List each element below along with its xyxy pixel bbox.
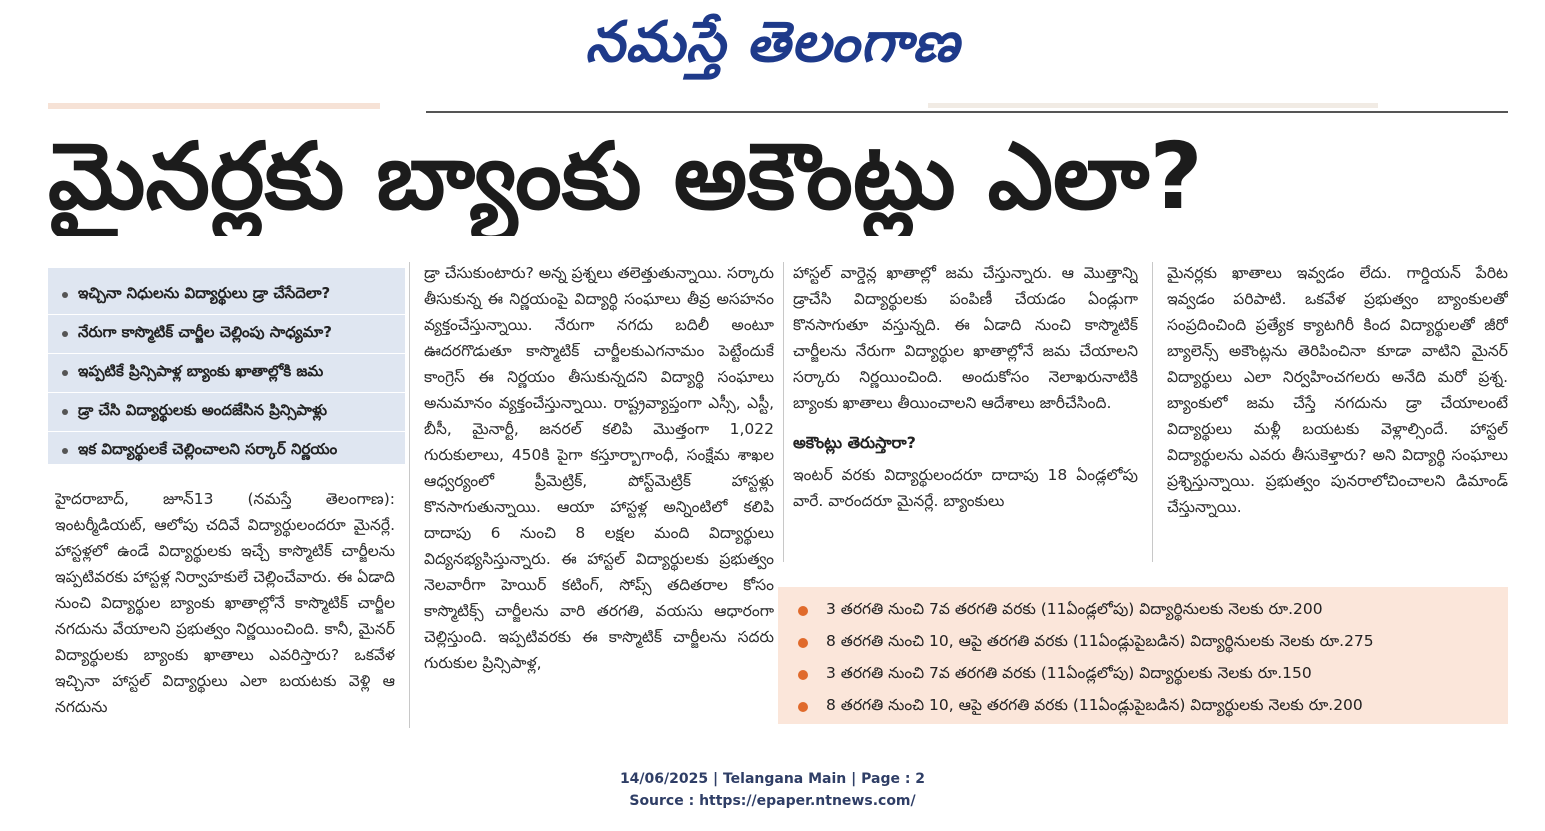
- stipend-item: [778, 691, 1508, 723]
- footer-source: Source : https://epaper.ntnews.com/: [629, 793, 916, 809]
- highlights-box: [48, 268, 405, 464]
- column-divider: [1152, 262, 1153, 562]
- article-subheading: అకౌంట్లు తెరుస్తారా?: [793, 433, 916, 452]
- highlight-item: [48, 432, 405, 470]
- article-column-2: [424, 260, 774, 730]
- stipend-text: 8 తరగతి నుంచి 10, ఆపై తరగతి వరకు (11ఏండ్లుపైబడిన) విద్యార్థులకు నెలకు రూ.200: [826, 696, 1363, 714]
- stipend-text: 8 తరగతి నుంచి 10, ఆపై తరగతి వరకు (11ఏండ్లుపైబడిన) విద్యార్థినులకు నెలకు రూ.275: [826, 632, 1374, 650]
- stipend-item: [778, 659, 1508, 691]
- highlight-text: ఇచ్చినా నిధులను విద్యార్థులు డ్రా చేసేదెలా?: [78, 284, 331, 302]
- stipend-text: 3 తరగతి నుంచి 7వ తరగతి వరకు (11ఏండ్లలోపు) విద్యార్థులకు నెలకు రూ.150: [826, 664, 1312, 682]
- highlight-item: [48, 276, 405, 315]
- column-divider: [783, 262, 784, 562]
- stipend-text: 3 తరగతి నుంచి 7వ తరగతి వరకు (11ఏండ్లలోపు) విద్యార్థినులకు నెలకు రూ.200: [826, 600, 1323, 618]
- bullet-icon: [62, 370, 68, 376]
- highlight-text: నేరుగా కాస్మొటిక్ చార్జీల చెల్లింపు సాధ్యమా?: [78, 323, 332, 341]
- article-paragraph: మైనర్లకు ఖాతాలు ఇవ్వడం లేదు. గార్డియన్ పేరిట ఇవ్వడం పరిపాటి. ఒకవేళ ప్రభుత్వం బ్యాంకులతో సంప్రదించింది ప్రత్యేక క్యాటగిరీ కింద విద్యార్థులతో జీరో బ్యాలెన్స్ అకౌంట్లను తెరిపించినా కూడా వాటిని మైనర్ విద్యార్థులు ఎలా నిర్వహించగలరు అనేది మరో ప్రశ్న. బ్యాంకులో జమ చేస్తే నగదును డ్రా చేయాలంటే విద్యార్థులు మళ్లీ బయటకు వెళ్లాల్సిందే. హాస్టల్ విద్యార్థులను ఎవరు తీసుకెళ్తారు? అని విద్యార్థి సంఘాలు ప్రశ్నిస్తున్నాయి. ప్రభుత్వం పునరాలోచించాలని డిమాండ్ చేస్తున్నాయి.: [1167, 264, 1508, 516]
- header-divider: [426, 111, 1508, 113]
- bullet-icon: [798, 606, 808, 616]
- bullet-icon: [798, 638, 808, 648]
- stipend-list: [778, 587, 1508, 723]
- stipend-item: [778, 627, 1508, 659]
- bullet-icon: [62, 331, 68, 337]
- article-paragraph: ఇంటర్ వరకు విద్యార్థులందరూ దాదాపు 18 ఏండ్లలోపు వారే. వారందరూ మైనర్లే. బ్యాంకులు: [793, 466, 1138, 510]
- masthead-logo: నమస్తే తెలంగాణ: [585, 10, 960, 75]
- article-column-1: [55, 486, 395, 726]
- bullet-icon: [62, 409, 68, 415]
- highlight-item: [48, 315, 405, 354]
- bullet-icon: [62, 448, 68, 454]
- decorative-rule-right: [928, 103, 1378, 108]
- bullet-icon: [798, 670, 808, 680]
- footer-date-edition: 14/06/2025 | Telangana Main | Page : 2: [619, 771, 926, 787]
- highlight-item: [48, 393, 405, 432]
- bullet-icon: [62, 292, 68, 298]
- article-paragraph: డ్రా చేసుకుంటారు? అన్న ప్రశ్నలు తలెత్తుతున్నాయి. సర్కారు తీసుకున్న ఈ నిర్ణయంపై విద్యార్థి సంఘాలు తీవ్ర అసహనం వ్యక్తంచేస్తున్నాయి. నేరుగా నగదు బదిలీ అంటూ ఊదరగొడుతూ కాస్మొటిక్ చార్జీలకుఎగనామం పెట్టేందుకే కాంగ్రెస్ ఈ నిర్ణయం తీసుకున్నదని విద్యార్థి సంఘాలు అనుమానం వ్యక్తంచేస్తున్నాయి. రాష్ట్రవ్యాప్తంగా ఎస్సీ, ఎస్టీ, బీసీ, మైనార్టీ, జనరల్ కలిపి మొత్తంగా 1,022 గురుకులాలు, 450కి పైగా కస్తూర్బాగాంధీ, సంక్షేమ శాఖల ఆధ్వర్యంలో ప్రీమెట్రిక్, పోస్ట్‌మెట్రిక్ హాస్టళ్లు కొనసాగుతున్నాయి. ఆయా హాస్టళ్ల అన్నింటిలో కలిపి దాదాపు 6 నుంచి 8 లక్షల మంది విద్యార్థులు విద్యనభ్యసిస్తున్నారు. ఈ హాస్టల్ విద్యార్థులకు ప్రభుత్వం నెలవారీగా హెయిర్ కటింగ్, సోప్స్ తదితరాల కోసం కాస్మొటిక్స్ చార్జీలను వారి తరగతి, వయసు ఆధారంగా చెల్లిస్తుంది. ఇప్పటివరకు ఈ కాస్మొటిక్ చార్జీలను సదరు గురుకుల ప్రిన్సిపాళ్ల,: [424, 264, 774, 672]
- article-column-3: [793, 260, 1138, 560]
- bullet-icon: [798, 702, 808, 712]
- article-column-4: [1167, 260, 1508, 560]
- highlight-text: ఇక విద్యార్థులకే చెల్లించాలని సర్కార్ నిర్ణయం: [78, 440, 338, 458]
- highlight-item: [48, 354, 405, 393]
- highlight-text: ఇప్పటికే ప్రిన్సిపాళ్ల బ్యాంకు ఖాతాల్లోకి జమ: [78, 362, 324, 380]
- highlights-list: [48, 268, 405, 470]
- page-footer: [0, 768, 1545, 812]
- stipend-item: [778, 595, 1508, 627]
- article-paragraph: హాస్టల్ వార్డెన్ల ఖాతాల్లో జమ చేస్తున్నారు. ఆ మొత్తాన్ని డ్రాచేసి విద్యార్థులకు పంపిణీ చేయడం ఏండ్లుగా కొనసాగుతూ వస్తున్నది. ఈ ఏడాది నుంచి కాస్మొటిక్ చార్జీలను నేరుగా విద్యార్థుల ఖాతాల్లోనే జమ చేయాలని సర్కారు నిర్ణయించింది. అందుకోసం నెలాఖరునాటికి బ్యాంకు ఖాతాలు తీయించాలని ఆదేశాలు జారీచేసింది.: [793, 264, 1138, 412]
- article-headline: మైనర్లకు బ్యాంకు అకౌంట్లు ఎలా?: [48, 123, 1203, 230]
- stipend-box: [778, 587, 1508, 724]
- highlight-text: డ్రా చేసి విద్యార్థులకు అందజేసిన ప్రిన్సిపాళ్లు: [78, 401, 327, 419]
- decorative-rule-left: [48, 103, 380, 109]
- article-paragraph: హైదరాబాద్, జూన్13 (నమస్తే తెలంగాణ): ఇంటర్మీడియట్, ఆలోపు చదివే విద్యార్థులందరూ మైనర్లే. హాస్టళ్లలో ఉండే విద్యార్థులకు ఇచ్చే కాస్మొటిక్ చార్జీలను ఇప్పటివరకు హాస్టళ్ల నిర్వాహకులే చెల్లించేవారు. ఈ ఏడాది నుంచి విద్యార్థుల బ్యాంకు ఖాతాల్లోనే కాస్మొటిక్ చార్జీల నగదును వేయాలని ప్రభుత్వం నిర్ణయించింది. కానీ, మైనర్ విద్యార్థులకు బ్యాంకు ఖాతాలు ఎవరిస్తారు? ఒకవేళ ఇచ్చినా హాస్టల్ విద్యార్థులు ఎలా బయటకు వెళ్లి ఆ నగదును: [55, 490, 395, 716]
- column-divider: [409, 262, 410, 728]
